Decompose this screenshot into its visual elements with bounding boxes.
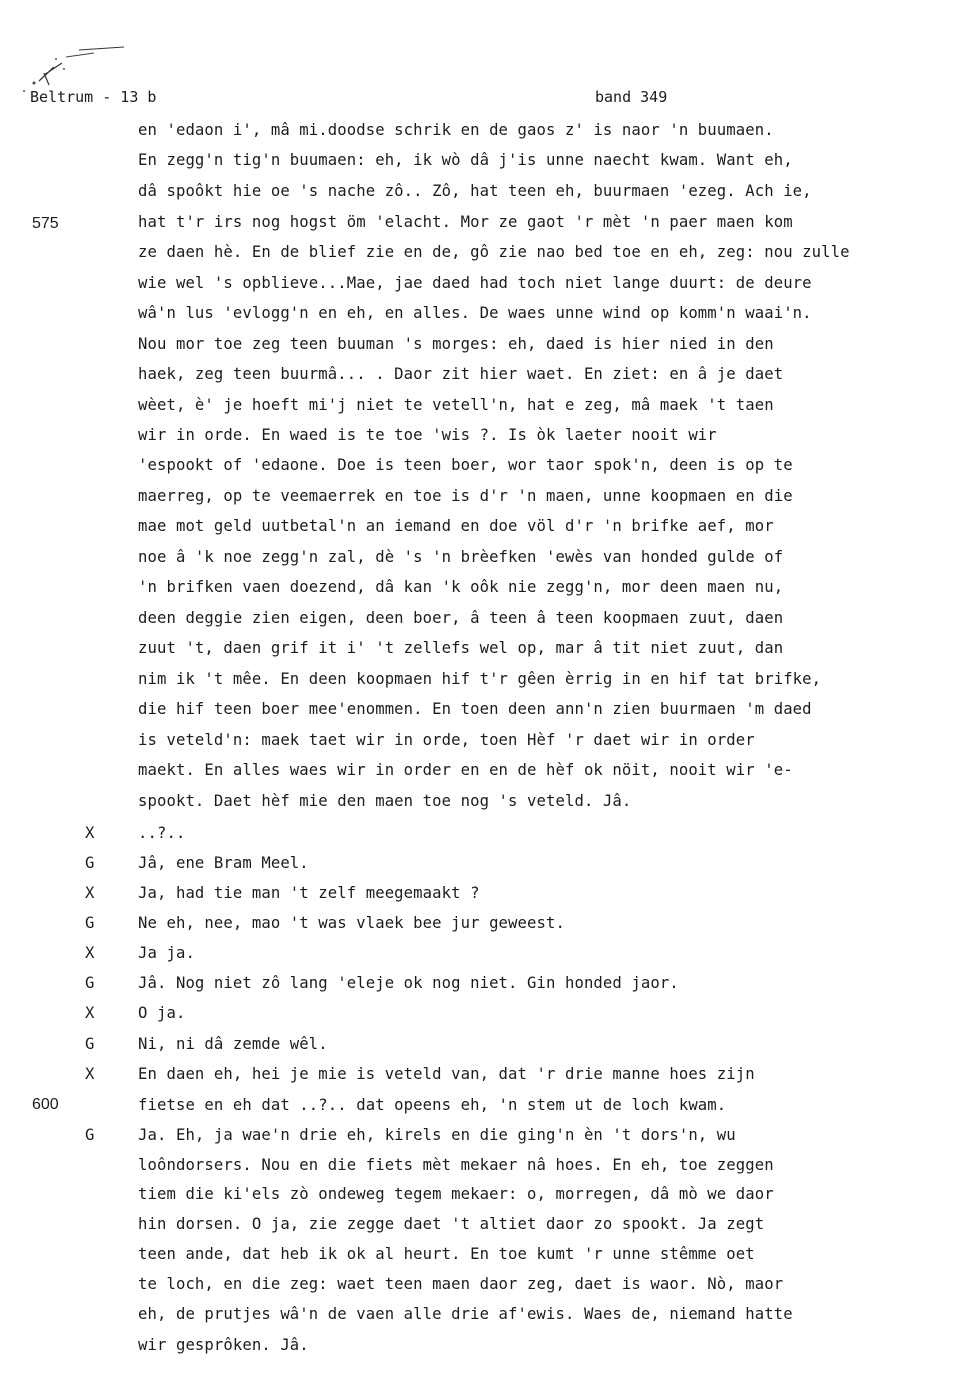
transcript-line: mae mot geld uutbetal'n an iemand en doe völ d'r 'n brifke aef, mor [138, 517, 774, 535]
transcript-line: Jâ. Nog niet zô lang 'eleje ok nog niet. Gin honded jaor. [138, 974, 679, 992]
speaker-mark: G [85, 914, 95, 932]
transcript-line: ..?.. [138, 824, 186, 842]
transcript-line: wèet, è' je hoeft mi'j niet te vetell'n, hat e zeg, mâ maek 't taen [138, 396, 774, 414]
transcript-line: die hif teen boer mee'enommen. En toen deen ann'n zien buurmaen 'm daed [138, 700, 812, 718]
transcript-line: O ja. [138, 1004, 186, 1022]
transcript-line: wir in orde. En waed is te toe 'wis ?. Is òk laeter nooit wir [138, 426, 717, 444]
transcript-line: te loch, en die zeg: waet teen maen daor zeg, daet is waor. Nò, maor [138, 1275, 784, 1293]
speaker-mark: X [85, 884, 95, 902]
transcript-line: loôndorsers. Nou en die fiets mèt mekaer nâ hoes. En eh, toe zeggen [138, 1156, 774, 1174]
transcript-line: 'espookt of 'edaone. Doe is teen boer, wor taor spok'n, deen is op te [138, 456, 793, 474]
transcript-line: Ni, ni dâ zemde wêl. [138, 1035, 328, 1053]
speaker-mark: G [85, 854, 95, 872]
page-header-right: band 349 [595, 88, 668, 106]
transcript-line: en 'edaon i', mâ mi.doodse schrik en de gaos z' is naor 'n buumaen. [138, 121, 774, 139]
speaker-mark: G [85, 974, 95, 992]
transcript-line: maerreg, op te veemaerrek en toe is d'r 'n maen, unne koopmaen en die [138, 487, 793, 505]
speaker-mark: G [85, 1126, 95, 1144]
transcript-line: ze daen hè. En de blief zie en de, gô zie nao bed toe en eh, zeg: nou zulle [138, 243, 850, 261]
transcript-line: noe â 'k noe zegg'n zal, dè 's 'n brèefken 'ewès van honded gulde of [138, 548, 784, 566]
transcript-line: En zegg'n tig'n buumaen: eh, ik wò dâ j'is unne naecht kwam. Want eh, [138, 151, 793, 169]
speaker-mark: G [85, 1035, 95, 1053]
transcript-line: nim ik 't mêe. En deen koopmaen hif t'r gêen èrrig in en hif tat brifke, [138, 670, 822, 688]
speaker-mark: X [85, 824, 95, 842]
transcript-line: wie wel 's opblieve...Mae, jae daed had toch niet lange duurt: de deure [138, 274, 812, 292]
transcript-line: Ne eh, nee, mao 't was vlaek bee jur geweest. [138, 914, 565, 932]
page-header-left: Beltrum - 13 b [30, 88, 157, 106]
transcript-line: spookt. Daet hèf mie den maen toe nog 's veteld. Jâ. [138, 792, 632, 810]
transcript-line: Ja ja. [138, 944, 195, 962]
transcript-line: dâ spoôkt hie oe 's nache zô.. Zô, hat teen eh, buurmaen 'ezeg. Ach ie, [138, 182, 812, 200]
speaker-mark: X [85, 1065, 95, 1083]
line-number: 575 [32, 215, 59, 232]
ink-smudge [4, 25, 134, 95]
transcript-line: wâ'n lus 'evlogg'n en eh, en alles. De waes unne wind op komm'n waai'n. [138, 304, 812, 322]
transcript-line: deen deggie zien eigen, deen boer, â teen â teen koopmaen zuut, daen [138, 609, 784, 627]
transcript-line: Ja. Eh, ja wae'n drie eh, kirels en die ging'n èn 't dors'n, wu [138, 1126, 736, 1144]
transcript-line: haek, zeg teen buurmâ... . Daor zit hier waet. En ziet: en â je daet [138, 365, 784, 383]
transcript-line: En daen eh, hei je mie is veteld van, dat 'r drie manne hoes zijn [138, 1065, 755, 1083]
line-number: 600 [32, 1096, 59, 1113]
transcript-line: eh, de prutjes wâ'n de vaen alle drie af'ewis. Waes de, niemand hatte [138, 1305, 793, 1323]
transcript-line: teen ande, dat heb ik ok al heurt. En toe kumt 'r unne stêmme oet [138, 1245, 755, 1263]
speaker-mark: X [85, 944, 95, 962]
transcript-line: wir gesprôken. Jâ. [138, 1336, 309, 1354]
transcript-line: fietse en eh dat ..?.. dat opeens eh, 'n stem ut de loch kwam. [138, 1096, 727, 1114]
transcript-line: hin dorsen. O ja, zie zegge daet 't altiet daor zo spookt. Ja zegt [138, 1215, 765, 1233]
transcript-line: zuut 't, daen grif it i' 't zellefs wel op, mar â tit niet zuut, dan [138, 639, 784, 657]
speaker-mark: X [85, 1004, 95, 1022]
transcript-line: is veteld'n: maek taet wir in orde, toen Hèf 'r daet wir in order [138, 731, 755, 749]
transcript-line: maekt. En alles waes wir in order en en de hèf ok nöit, nooit wir 'e- [138, 761, 793, 779]
transcript-line: Jâ, ene Bram Meel. [138, 854, 309, 872]
transcript-line: tiem die ki'els zò ondeweg tegem mekaer: o, morregen, dâ mò we daor [138, 1185, 774, 1203]
transcript-line: Nou mor toe zeg teen buuman 's morges: eh, daed is hier nied in den [138, 335, 774, 353]
transcript-line: hat t'r irs nog hogst öm 'elacht. Mor ze gaot 'r mèt 'n paer maen kom [138, 213, 793, 231]
transcript-line: 'n brifken vaen doezend, dâ kan 'k oôk nie zegg'n, mor deen maen nu, [138, 578, 784, 596]
transcript-line: Ja, had tie man 't zelf meegemaakt ? [138, 884, 480, 902]
